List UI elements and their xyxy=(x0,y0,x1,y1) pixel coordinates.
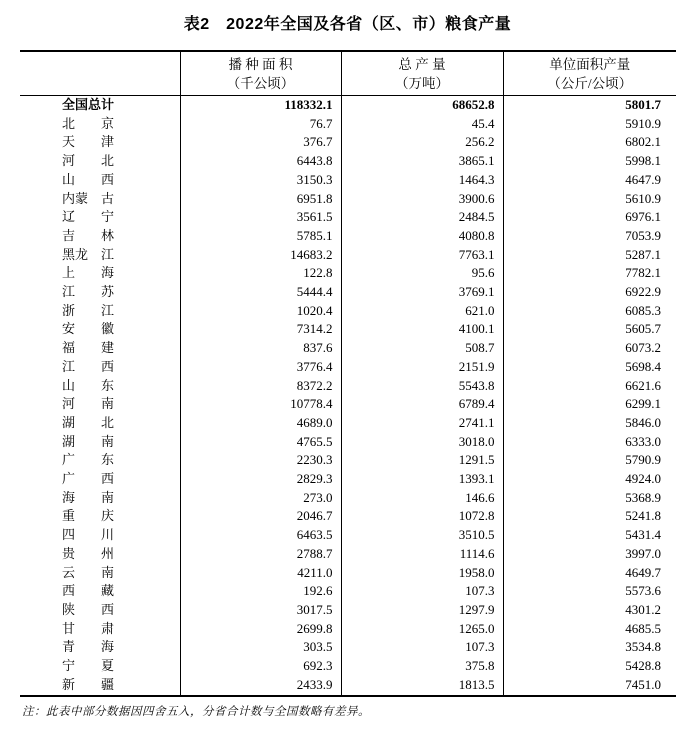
sown-area-value: 14683.2 xyxy=(180,246,341,265)
sown-area-value: 273.0 xyxy=(180,489,341,508)
region-name: 内蒙 古 xyxy=(62,190,115,206)
yield-value: 6621.6 xyxy=(503,377,676,396)
table-row xyxy=(20,246,676,265)
sown-area-value: 10778.4 xyxy=(180,395,341,414)
yield-value: 3534.8 xyxy=(503,638,676,657)
total-output-value: 256.2 xyxy=(341,133,503,152)
region-name: 海 南 xyxy=(62,489,115,505)
yield-value: 6333.0 xyxy=(503,433,676,452)
header-region xyxy=(20,51,180,96)
header-sown-area xyxy=(180,51,341,96)
yield-value: 4924.0 xyxy=(503,470,676,489)
total-output-value: 1072.8 xyxy=(341,507,503,526)
yield-value: 4301.2 xyxy=(503,601,676,620)
region-name: 上 海 xyxy=(62,265,115,281)
yield-value: 4685.5 xyxy=(503,620,676,639)
table-row xyxy=(20,115,676,134)
yield-value: 7782.1 xyxy=(503,264,676,283)
table-row xyxy=(20,620,676,639)
total-output-value: 146.6 xyxy=(341,489,503,508)
header-unit-yield xyxy=(503,51,676,96)
header-total-output-label: 总 产 量 xyxy=(398,56,446,72)
sown-area-value: 2788.7 xyxy=(180,545,341,564)
table-title: 表2 2022年全国及各省（区、市）粮食产量 xyxy=(183,16,512,33)
sown-area-value: 6951.8 xyxy=(180,190,341,209)
table-row xyxy=(20,676,676,696)
yield-value: 4649.7 xyxy=(503,564,676,583)
sown-area-value: 4765.5 xyxy=(180,433,341,452)
sown-area-value: 3017.5 xyxy=(180,601,341,620)
region-name: 新 疆 xyxy=(62,676,115,692)
region-name: 山 东 xyxy=(62,377,115,393)
table-row xyxy=(20,657,676,676)
yield-value: 5801.7 xyxy=(503,96,676,115)
region-name: 河 北 xyxy=(62,153,115,169)
region-name: 重 庆 xyxy=(62,508,115,524)
table-header xyxy=(20,51,676,96)
total-output-value: 1813.5 xyxy=(341,676,503,696)
sown-area-value: 76.7 xyxy=(180,115,341,134)
region-name: 河 南 xyxy=(62,396,115,412)
header-row xyxy=(20,51,676,96)
table-row xyxy=(20,190,676,209)
total-output-value: 3865.1 xyxy=(341,152,503,171)
header-sown-area-unit: （千公顷） xyxy=(226,75,295,91)
sown-area-value: 118332.1 xyxy=(180,96,341,115)
table-row xyxy=(20,395,676,414)
table-row xyxy=(20,96,676,115)
table-row xyxy=(20,451,676,470)
sown-area-value: 5444.4 xyxy=(180,283,341,302)
region-name: 宁 夏 xyxy=(62,658,115,674)
total-output-value: 1958.0 xyxy=(341,564,503,583)
sown-area-value: 3150.3 xyxy=(180,171,341,190)
total-output-value: 3900.6 xyxy=(341,190,503,209)
region-name: 广 西 xyxy=(62,471,115,487)
sown-area-value: 6443.8 xyxy=(180,152,341,171)
total-output-value: 107.3 xyxy=(341,582,503,601)
total-output-value: 107.3 xyxy=(341,638,503,657)
total-output-value: 3510.5 xyxy=(341,526,503,545)
yield-value: 3997.0 xyxy=(503,545,676,564)
total-output-value: 2741.1 xyxy=(341,414,503,433)
yield-value: 7053.9 xyxy=(503,227,676,246)
table-row xyxy=(20,545,676,564)
total-output-value: 2151.9 xyxy=(341,358,503,377)
total-output-value: 1114.6 xyxy=(341,545,503,564)
grain-production-table xyxy=(20,50,676,697)
total-output-value: 1464.3 xyxy=(341,171,503,190)
yield-value: 6085.3 xyxy=(503,302,676,321)
sown-area-value: 376.7 xyxy=(180,133,341,152)
region-name: 西 藏 xyxy=(62,583,115,599)
sown-area-value: 6463.5 xyxy=(180,526,341,545)
table-row xyxy=(20,358,676,377)
yield-value: 5910.9 xyxy=(503,115,676,134)
header-sown-area-label: 播 种 面 积 xyxy=(228,56,293,72)
table-footnote: 注：此表中部分数据因四舍五入，分省合计数与全国数略有差异。 xyxy=(22,706,370,718)
header-unit-yield-label: 单位面积产量 xyxy=(549,56,631,72)
table-row xyxy=(20,208,676,227)
total-output-value: 1291.5 xyxy=(341,451,503,470)
yield-value: 5428.8 xyxy=(503,657,676,676)
total-output-value: 7763.1 xyxy=(341,246,503,265)
region-name: 青 海 xyxy=(62,639,115,655)
sown-area-value: 2829.3 xyxy=(180,470,341,489)
sown-area-value: 837.6 xyxy=(180,339,341,358)
table-row xyxy=(20,171,676,190)
sown-area-value: 3776.4 xyxy=(180,358,341,377)
total-output-value: 4080.8 xyxy=(341,227,503,246)
sown-area-value: 7314.2 xyxy=(180,320,341,339)
table-row xyxy=(20,152,676,171)
yield-value: 5431.4 xyxy=(503,526,676,545)
region-name: 安 徽 xyxy=(62,321,115,337)
table-row xyxy=(20,582,676,601)
yield-value: 6976.1 xyxy=(503,208,676,227)
total-output-value: 95.6 xyxy=(341,264,503,283)
sown-area-value: 2230.3 xyxy=(180,451,341,470)
yield-value: 6299.1 xyxy=(503,395,676,414)
table-row xyxy=(20,339,676,358)
total-output-value: 508.7 xyxy=(341,339,503,358)
table-row xyxy=(20,414,676,433)
sown-area-value: 122.8 xyxy=(180,264,341,283)
total-output-value: 375.8 xyxy=(341,657,503,676)
table-row xyxy=(20,507,676,526)
yield-value: 6802.1 xyxy=(503,133,676,152)
table-row xyxy=(20,601,676,620)
header-unit-yield-unit: （公斤/公顷） xyxy=(547,75,633,91)
total-output-value: 3769.1 xyxy=(341,283,503,302)
total-output-value: 2484.5 xyxy=(341,208,503,227)
total-output-value: 68652.8 xyxy=(341,96,503,115)
table-row xyxy=(20,377,676,396)
table-row xyxy=(20,489,676,508)
yield-value: 5610.9 xyxy=(503,190,676,209)
yield-value: 6922.9 xyxy=(503,283,676,302)
yield-value: 5241.8 xyxy=(503,507,676,526)
region-name: 四 川 xyxy=(62,527,115,543)
yield-value: 4647.9 xyxy=(503,171,676,190)
region-name: 陕 西 xyxy=(62,601,115,617)
sown-area-value: 1020.4 xyxy=(180,302,341,321)
table-row xyxy=(20,564,676,583)
table-row xyxy=(20,264,676,283)
yield-value: 5605.7 xyxy=(503,320,676,339)
sown-area-value: 2699.8 xyxy=(180,620,341,639)
region-name: 江 苏 xyxy=(62,284,115,300)
total-output-value: 1393.1 xyxy=(341,470,503,489)
header-total-output-unit: （万吨） xyxy=(395,75,449,91)
region-name: 天 津 xyxy=(62,134,115,150)
total-output-value: 5543.8 xyxy=(341,377,503,396)
table-body xyxy=(20,96,676,696)
sown-area-value: 2046.7 xyxy=(180,507,341,526)
total-output-value: 4100.1 xyxy=(341,320,503,339)
region-name: 湖 北 xyxy=(62,414,115,430)
sown-area-value: 8372.2 xyxy=(180,377,341,396)
region-name: 辽 宁 xyxy=(62,209,115,225)
region-name: 江 西 xyxy=(62,358,115,374)
yield-value: 5790.9 xyxy=(503,451,676,470)
total-output-value: 3018.0 xyxy=(341,433,503,452)
region-name: 贵 州 xyxy=(62,545,115,561)
region-name: 湖 南 xyxy=(62,433,115,449)
region-name: 山 西 xyxy=(62,171,115,187)
yield-value: 5846.0 xyxy=(503,414,676,433)
table-row xyxy=(20,470,676,489)
table-row xyxy=(20,638,676,657)
region-name: 福 建 xyxy=(62,340,115,356)
region-name: 吉 林 xyxy=(62,227,115,243)
yield-value: 6073.2 xyxy=(503,339,676,358)
total-output-value: 1297.9 xyxy=(341,601,503,620)
total-output-value: 45.4 xyxy=(341,115,503,134)
region-name: 甘 肃 xyxy=(62,620,115,636)
yield-value: 5698.4 xyxy=(503,358,676,377)
region-name: 广 东 xyxy=(62,452,115,468)
yield-value: 5287.1 xyxy=(503,246,676,265)
yield-value: 5573.6 xyxy=(503,582,676,601)
sown-area-value: 192.6 xyxy=(180,582,341,601)
yield-value: 5368.9 xyxy=(503,489,676,508)
table-row xyxy=(20,433,676,452)
total-output-value: 621.0 xyxy=(341,302,503,321)
table-row xyxy=(20,283,676,302)
table-row xyxy=(20,526,676,545)
region-name: 黑龙 江 xyxy=(62,246,115,262)
sown-area-value: 5785.1 xyxy=(180,227,341,246)
sown-area-value: 303.5 xyxy=(180,638,341,657)
region-name: 全国总计 xyxy=(62,97,115,112)
total-output-value: 6789.4 xyxy=(341,395,503,414)
region-name: 北 京 xyxy=(62,115,115,131)
table-row xyxy=(20,320,676,339)
yield-value: 5998.1 xyxy=(503,152,676,171)
region-name: 云 南 xyxy=(62,564,115,580)
sown-area-value: 2433.9 xyxy=(180,676,341,696)
sown-area-value: 4211.0 xyxy=(180,564,341,583)
sown-area-value: 3561.5 xyxy=(180,208,341,227)
total-output-value: 1265.0 xyxy=(341,620,503,639)
region-name: 浙 江 xyxy=(62,302,115,318)
yield-value: 7451.0 xyxy=(503,676,676,696)
sown-area-value: 692.3 xyxy=(180,657,341,676)
table-row xyxy=(20,302,676,321)
table-row xyxy=(20,227,676,246)
table-row xyxy=(20,133,676,152)
header-total-output xyxy=(341,51,503,96)
sown-area-value: 4689.0 xyxy=(180,414,341,433)
